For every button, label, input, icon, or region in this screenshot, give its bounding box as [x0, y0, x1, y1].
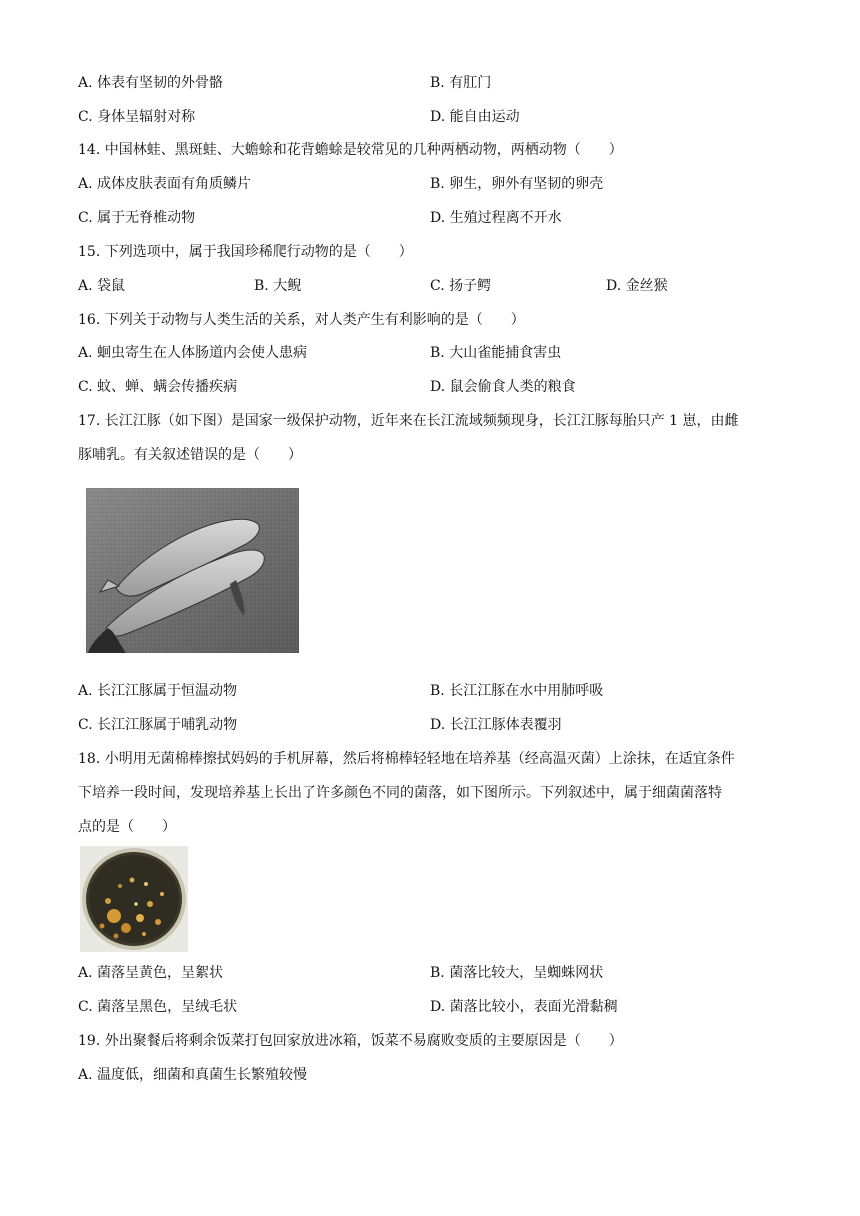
q17-stem-line-2: 豚哺乳。有关叙述错误的是（ ）	[78, 447, 302, 463]
q17-stem-line-1: 17. 长江江豚（如下图）是国家一级保护动物，近年来在长江流域频频现身，长江江豚每胎只产 1 崽，由雌	[78, 413, 739, 429]
q15-stem: 15. 下列选项中，属于我国珍稀爬行动物的是（ ）	[78, 244, 413, 260]
q18-option-b: B. 菌落比较大，呈蜘蛛网状	[430, 965, 604, 981]
q18-stem-line-1: 18. 小明用无菌棉棒擦拭妈妈的手机屏幕，然后将棉棒轻轻地在培养基（经高温灭菌）上涂抹，在适宜条件	[78, 751, 735, 767]
petri-dish-photo	[80, 846, 188, 952]
q14-option-d: D. 生殖过程离不开水	[430, 210, 562, 226]
q16-option-d: D. 鼠会偷食人类的粮食	[430, 379, 576, 395]
q19-stem: 19. 外出聚餐后将剩余饭菜打包回家放进冰箱，饭菜不易腐败变质的主要原因是（ ）	[78, 1033, 623, 1049]
porpoise-photo	[86, 488, 299, 653]
q14-stem: 14. 中国林蛙、黑斑蛙、大蟾蜍和花背蟾蜍是较常见的几种两栖动物，两栖动物（ ）	[78, 142, 623, 158]
q14-option-a: A. 成体皮肤表面有角质鳞片	[78, 176, 252, 192]
q14-option-c: C. 属于无脊椎动物	[78, 210, 196, 226]
q13-option-c: C. 身体呈辐射对称	[78, 109, 196, 125]
q18-stem-line-3: 点的是（ ）	[78, 819, 176, 835]
q15-option-c: C. 扬子鳄	[430, 278, 492, 294]
q18-option-a: A. 菌落呈黄色，呈絮状	[78, 965, 224, 981]
q16-option-c: C. 蚊、蝉、螨会传播疾病	[78, 379, 238, 395]
q17-option-c: C. 长江江豚属于哺乳动物	[78, 717, 238, 733]
q13-option-b: B. 有肛门	[430, 75, 492, 91]
q13-option-d: D. 能自由运动	[430, 109, 520, 125]
q18-option-c: C. 菌落呈黑色，呈绒毛状	[78, 999, 238, 1015]
q15-option-b: B. 大鲵	[254, 278, 302, 294]
q16-option-b: B. 大山雀能捕食害虫	[430, 345, 562, 361]
q16-stem: 16. 下列关于动物与人类生活的关系，对人类产生有利影响的是（ ）	[78, 312, 525, 328]
q13-option-a: A. 体表有坚韧的外骨骼	[78, 75, 224, 91]
q19-option-a: A. 温度低，细菌和真菌生长繁殖较慢	[78, 1067, 308, 1083]
q17-option-a: A. 长江江豚属于恒温动物	[78, 683, 238, 699]
q17-option-d: D. 长江江豚体表覆羽	[430, 717, 562, 733]
q15-option-a: A. 袋鼠	[78, 278, 126, 294]
q18-option-d: D. 菌落比较小，表面光滑黏稠	[430, 999, 618, 1015]
q16-option-a: A. 蛔虫寄生在人体肠道内会使人患病	[78, 345, 308, 361]
q15-option-d: D. 金丝猴	[606, 278, 668, 294]
q14-option-b: B. 卵生，卵外有坚韧的卵壳	[430, 176, 604, 192]
q18-stem-line-2: 下培养一段时间，发现培养基上长出了许多颜色不同的菌落，如下图所示。下列叙述中，属于细菌菌落特	[78, 785, 722, 801]
q17-option-b: B. 长江江豚在水中用肺呼吸	[430, 683, 604, 699]
